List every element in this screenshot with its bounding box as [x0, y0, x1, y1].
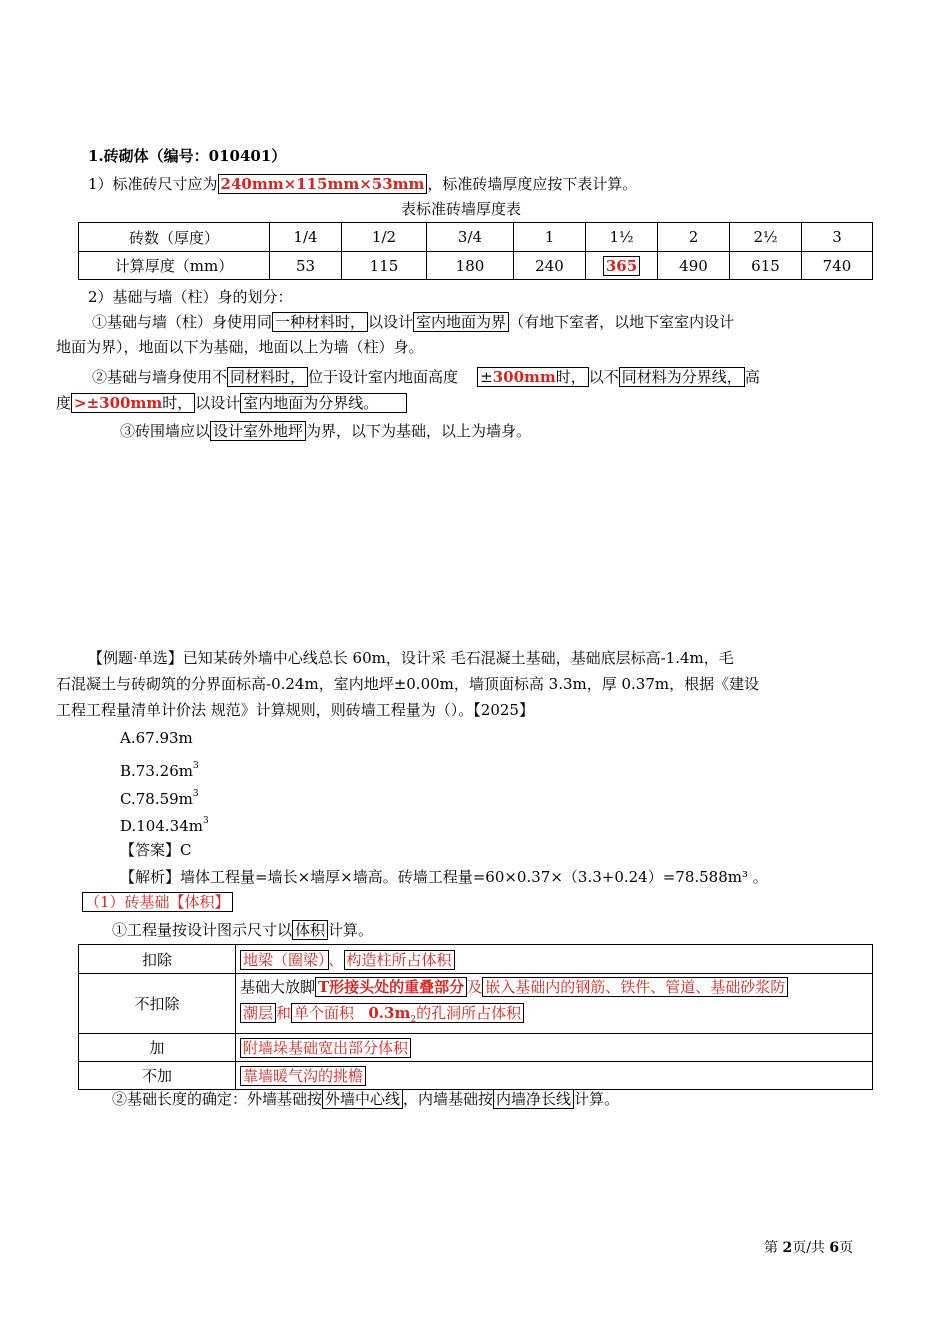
option-a: A.67.93m [120, 729, 193, 747]
paragraph-fence-wall: ③砖围墙应以 设计室外地坪 为界，以下为基础，以上为墙身。 [120, 422, 532, 440]
table-row: 砖数（厚度） 1/4 1/2 3/4 1 1½ 2 2½ 3 [79, 223, 873, 252]
table-row: 不加 靠墙暖气沟的挑檐 [79, 1062, 873, 1090]
paragraph-same-material-line2: 地面为界），地面以下为基础，地面以上为墙（柱）身。 [56, 338, 424, 356]
page-footer: 第 2页/共 6页 [764, 1240, 854, 1256]
brick-thickness-table [78, 222, 873, 280]
highlight-365: 365 [603, 256, 640, 276]
example-line1: 【例题·单选】已知某砖外墙中心线总长 60m，设计采 毛石混凝土基础，基础底层标高-1.4m，毛 [88, 649, 734, 667]
option-d: $D.104.34m^3$ [120, 816, 209, 835]
brick-base-rule1: ①工程量按设计图示尺寸以 体积 计算。 [112, 921, 374, 939]
table-row: 不扣除 基础大放脚 T形接头处的重叠部分 及 嵌入基础内的钢筋、铁件、管道、基础砂浆防 潮层 和 单个面积 $0.3m_2$的孔洞所占体积 [79, 974, 873, 1034]
paragraph-division-title: 2）基础与墙（柱）身的划分： [88, 288, 293, 306]
paragraph-diff-material-line2: 度 >±300mm时， 以设计 室内地面为分界线。 [56, 393, 407, 413]
brick-base-rule2: ②基础长度的确定：外墙基础按 外墙中心线 ，内墙基础按 内墙净长线 计算。 [112, 1090, 620, 1108]
paragraph-same-material: ①基础与墙（柱）身使用同 一种材料时， 以设计 室内地面为界 （有地下室者，以地下室室内设计 [92, 313, 735, 331]
analysis: 【解析】墙体工程量=墙长×墙厚×墙高。砖墙工程量=60×0.37×（3.3+0.24）=78.588m³ 。 [120, 868, 768, 886]
row-label: 计算厚度（mm） [79, 252, 270, 280]
brick-base-table [78, 944, 873, 1090]
brick-base-title: （1）砖基础【体积】 [82, 892, 233, 912]
example-line2: 石混凝土与砖砌筑的分界面标高-0.24m，室内地坪±0.00m，墙顶面标高 3.3m，厚 0.37m，根据《建设 [56, 675, 760, 693]
option-c: $C.78.59m^3$ [120, 789, 199, 808]
paragraph-brick-size: 1）标准砖尺寸应为 240mm×115mm×53mm ，标准砖墙厚度应按下表计算。 [88, 175, 638, 193]
brick-size-highlight: 240mm×115mm×53mm [218, 174, 428, 194]
option-b: $B.73.26m^3$ [120, 761, 199, 780]
paragraph-diff-material: ②基础与墙身使用不 同材料时， 位于设计室内地面高度 ±300mm时， 以不 同材料为分界线， 高 [92, 368, 760, 386]
table-row: 扣除 地梁（圈梁） 、 构造柱所占体积 [79, 945, 873, 974]
table-caption: 表标准砖墙厚度表 [401, 200, 522, 218]
table-row: 加 附墙垛基础宽出部分体积 [79, 1034, 873, 1062]
answer: 【答案】C [120, 841, 192, 859]
row-label: 砖数（厚度） [79, 223, 270, 252]
section-title: 1.砖砌体（编号：010401） [88, 147, 287, 165]
example-line3: 工程工程量清单计价法 规范》计算规则，则砖墙工程量为（）。【2025】 [56, 701, 534, 719]
table-row: 计算厚度（mm） 53 115 180 240 365 490 615 740 [79, 252, 873, 280]
